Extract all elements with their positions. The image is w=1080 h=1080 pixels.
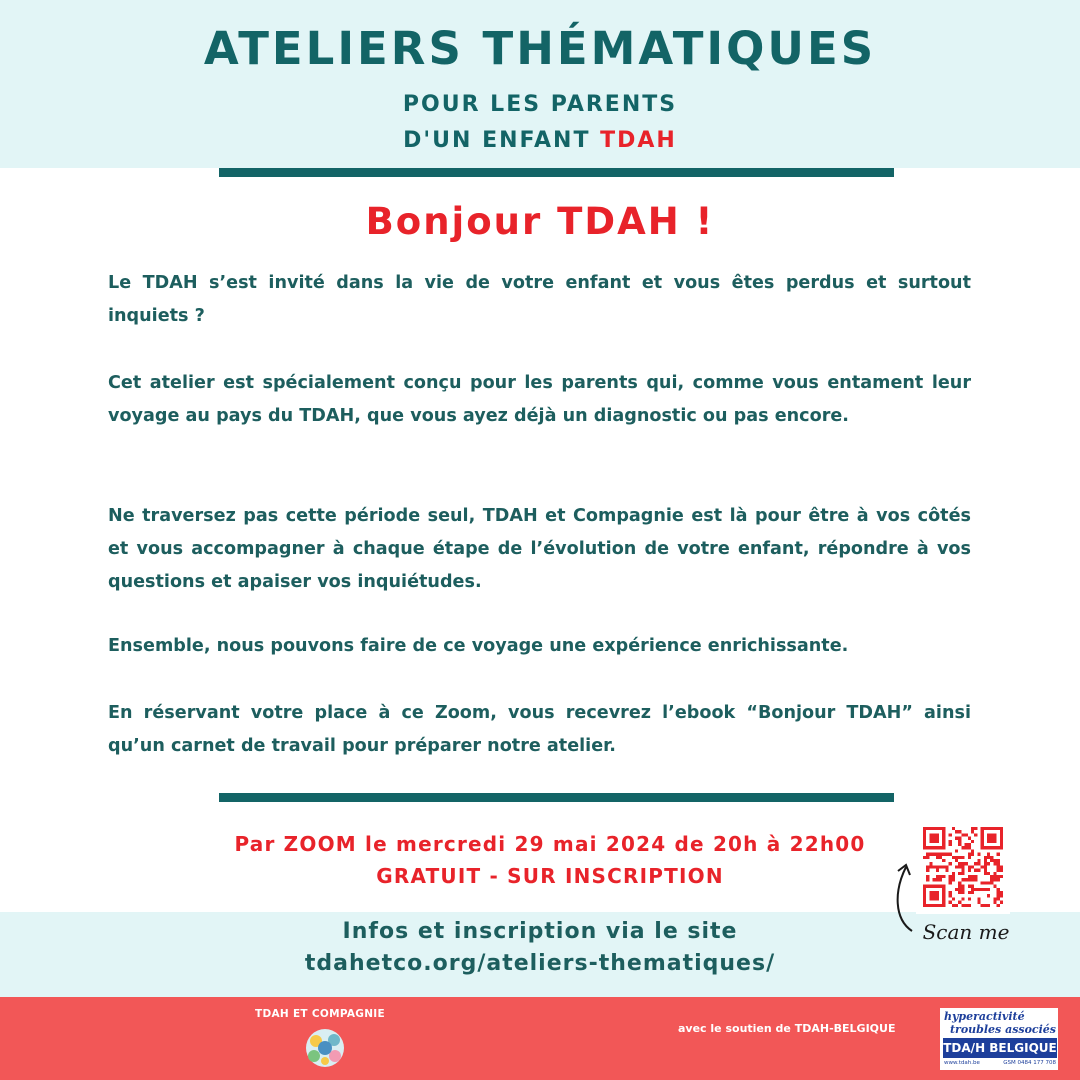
top-divider <box>219 168 894 177</box>
partner-logo-phone: GSM 0484 177 708 <box>1003 1060 1056 1066</box>
subtitle-line-2 <box>0 128 1080 153</box>
paragraph-intro: Le TDAH s’est invité dans la vie de votre enfant et vous êtes perdus et surtout inquiets ? <box>108 273 971 326</box>
paragraph-ebook: En réservant votre place à ce Zoom, vous recevrez l’ebook “Bonjour TDAH” ainsi qu’un carnet de travail pour préparer notre atelier. <box>108 703 971 756</box>
event-date: Par ZOOM le mercredi 29 mai 2024 de 20h à 22h00 <box>234 832 866 856</box>
paragraph-together: Ensemble, nous pouvons faire de ce voyage une expérience enrichissante. <box>108 636 849 656</box>
qr-code-icon <box>923 827 1003 907</box>
event-price: GRATUIT - SUR INSCRIPTION <box>376 864 724 888</box>
info-text: Infos et inscription via le site <box>342 919 738 944</box>
scan-me-label: Scan me <box>922 920 1010 944</box>
footer-brand-name: TDAH ET COMPAGNIE <box>255 1008 385 1020</box>
paragraph-atelier: Cet atelier est spécialement conçu pour les parents qui, comme vous entament leur voyage au pays du TDAH, que vous ayez déjà un diagnostic ou pas encore. <box>108 373 971 426</box>
tdah-belgique-logo <box>940 1008 1058 1070</box>
support-text: avec le soutien de TDAH-BELGIQUE <box>678 1022 896 1035</box>
partner-logo-name: TDA/H BELGIQUE <box>943 1041 1057 1055</box>
paragraph-support: Ne traversez pas cette période seul, TDAH et Compagnie est là pour être à vos côtés et vous accompagner à chaque étape de l’évolution de votre enfant, répondre à vos questions et apaiser vos inquiétudes. <box>108 506 971 592</box>
partner-logo-website: www.tdah.be <box>944 1060 980 1066</box>
main-heading: Bonjour TDAH ! <box>365 200 715 243</box>
partner-logo-line-1: hyperactivité <box>944 1010 1025 1023</box>
subtitle-line-1: POUR LES PARENTS <box>402 92 678 117</box>
page-title: ATELIERS THÉMATIQUES <box>203 22 877 75</box>
subtitle-accent: TDAH <box>600 128 677 153</box>
bottom-divider <box>219 793 894 802</box>
partner-logo-line-2: troubles associés <box>949 1023 1056 1036</box>
footer-band <box>0 997 1080 1080</box>
info-url-link[interactable]: tdahetco.org/ateliers-thematiques/ <box>304 951 776 976</box>
partner-logo-contact <box>944 1060 1056 1066</box>
tdah-compagnie-logo-icon <box>302 1026 348 1070</box>
subtitle-prefix: D'UN ENFANT <box>403 128 601 153</box>
qr-code[interactable] <box>916 820 1010 914</box>
